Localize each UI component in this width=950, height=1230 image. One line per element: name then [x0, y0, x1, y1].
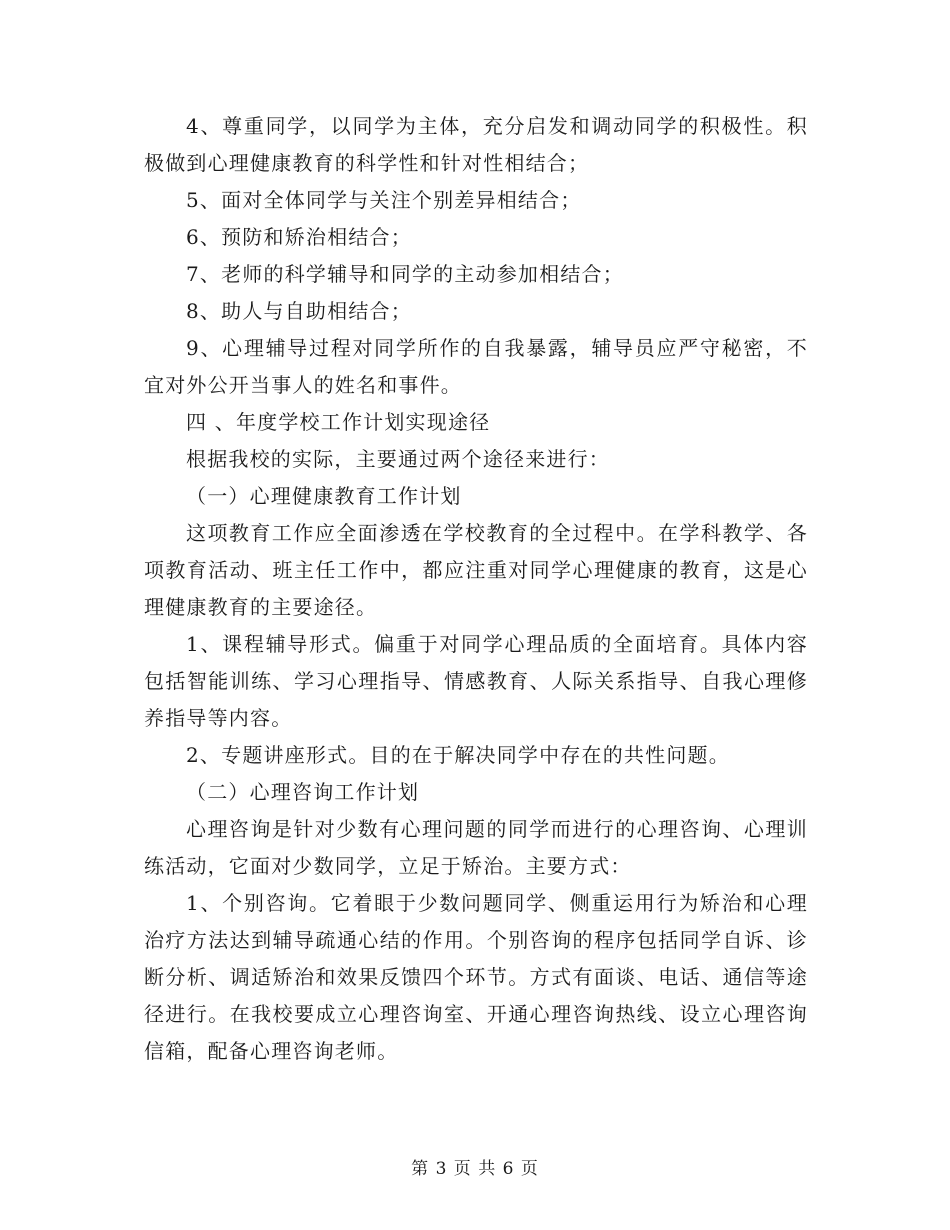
subheading-1: （一）心理健康教育工作计划 [186, 484, 462, 508]
paragraph-item-6: 6、预防和矫治相结合； [186, 225, 412, 249]
paragraph-course-guidance: 1、课程辅导形式。偏重于对同学心理品质的全面培育。具体内容包括智能训练、学习心理指导、情感教育、人际关系指导、自我心理修养指导等内容。 [144, 632, 808, 730]
paragraph-item-5: 5、面对全体同学与关注个别差异相结合； [186, 188, 582, 212]
paragraph-education: 这项教育工作应全面渗透在学校教育的全过程中。在学科教学、各项教育活动、班主任工作中，都应注重对同学心理健康的教育，这是心理健康教育的主要途径。 [144, 521, 808, 619]
page-footer [0, 1154, 950, 1179]
paragraph-item-7: 7、老师的科学辅导和同学的主动参加相结合； [186, 262, 624, 286]
section-heading-4: 四 、年度学校工作计划实现途径 [186, 410, 491, 434]
paragraph-item-9: 9、心理辅导过程对同学所作的自我暴露，辅导员应严守秘密，不宜对外公开当事人的姓名和事件。 [144, 336, 808, 397]
paragraph-item-8: 8、助人与自助相结合； [186, 299, 412, 323]
document-body [144, 108, 808, 1070]
paragraph-individual-counseling: 1、个别咨询。它着眼于少数问题同学、侧重运用行为矫治和心理治疗方法达到辅导疏通心结的作用。个别咨询的程序包括同学自诉、诊断分析、调适矫治和效果反馈四个环节。方式有面谈、电话、通信等途径进行。在我校要成立心理咨询室、开通心理咨询热线、设立心理咨询信箱，配备心理咨询老师。 [144, 891, 808, 1063]
paragraph-counseling: 心理咨询是针对少数有心理问题的同学而进行的心理咨询、心理训练活动，它面对少数同学，立足于矫治。主要方式： [144, 817, 808, 878]
subheading-2: （二）心理咨询工作计划 [186, 780, 420, 804]
paragraph-item-4: 4、尊重同学，以同学为主体，充分启发和调动同学的积极性。积极做到心理健康教育的科学性和针对性相结合； [144, 114, 808, 175]
paragraph-intro: 根据我校的实际，主要通过两个途径来进行： [186, 447, 610, 471]
page-number-label: 第 3 页 共 6 页 [411, 1159, 539, 1179]
paragraph-lecture: 2、专题讲座形式。目的在于解决同学中存在的共性问题。 [186, 743, 730, 767]
